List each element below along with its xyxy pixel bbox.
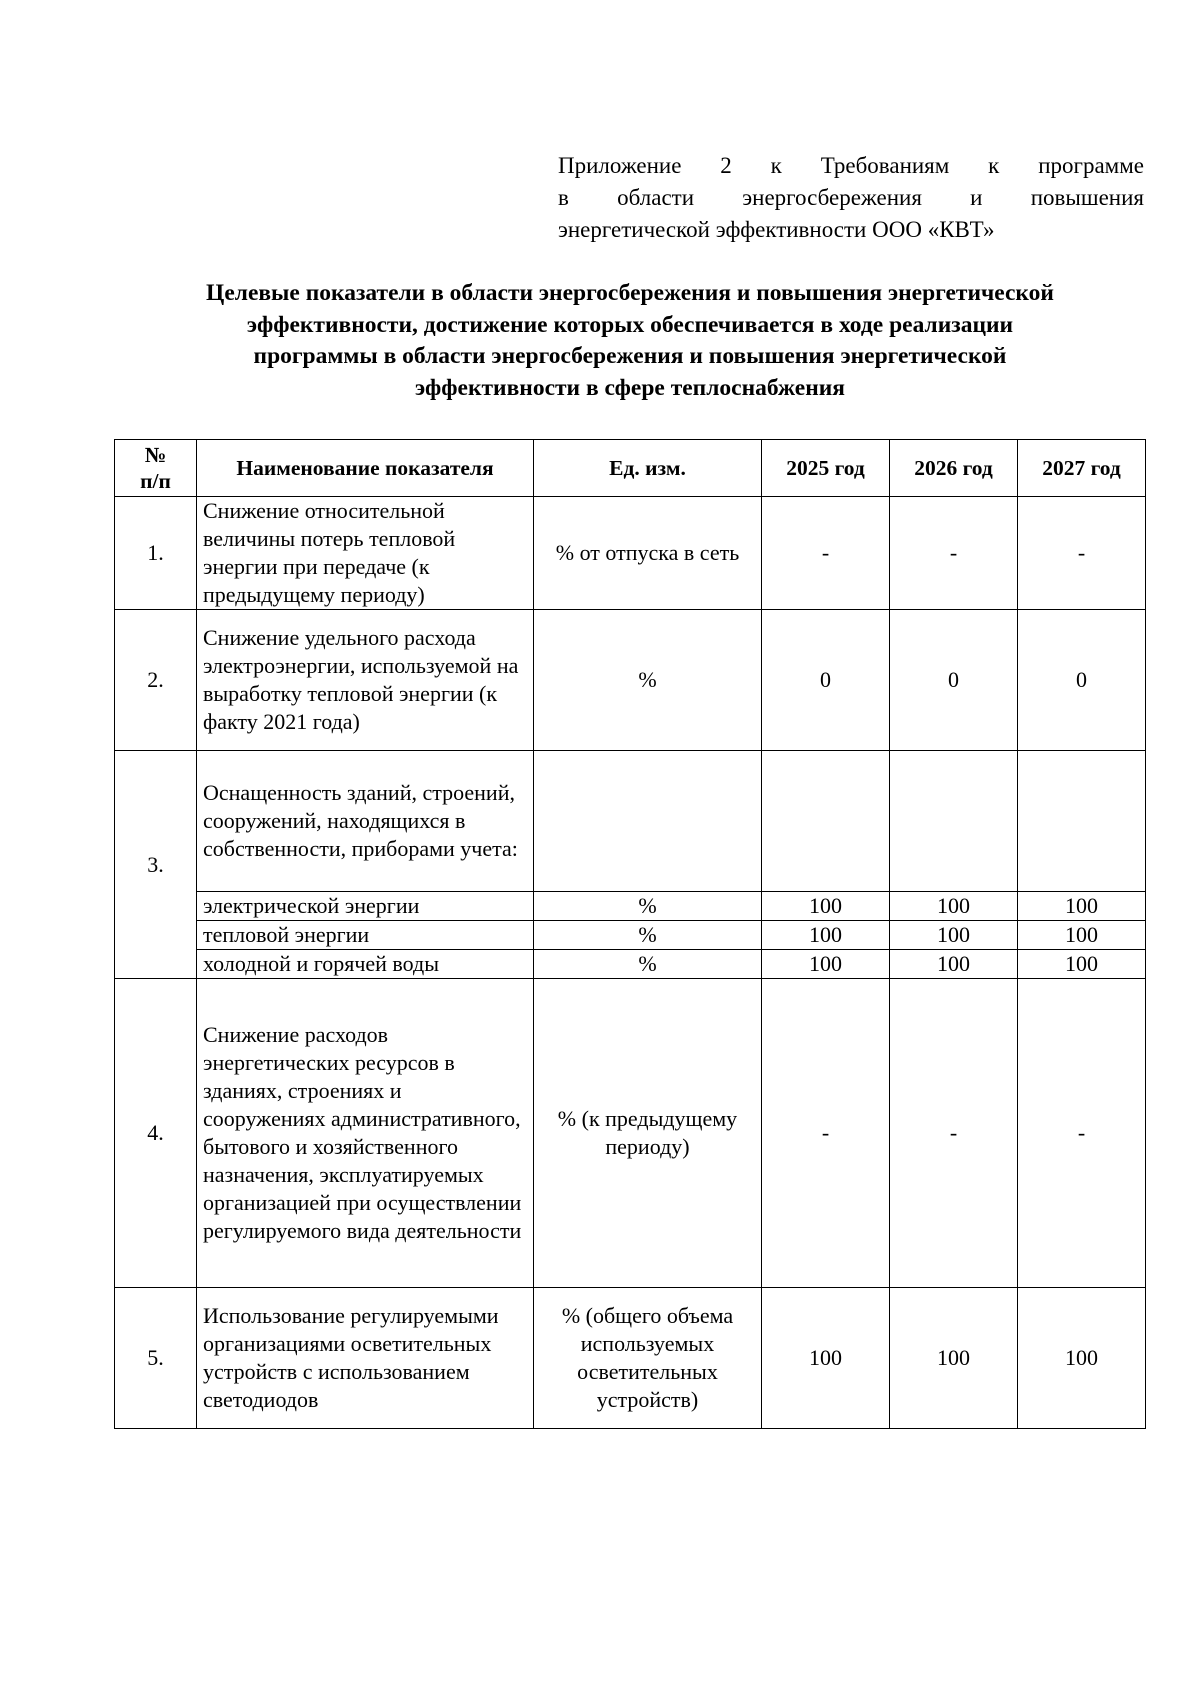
row-2026: - — [890, 979, 1018, 1288]
subrow-unit: % — [534, 950, 762, 979]
title-line-4: эффективности в сфере теплоснабжения — [415, 374, 845, 401]
table-row — [115, 497, 1146, 610]
subrow-2027: 100 — [1018, 892, 1146, 921]
subrow-2026: 100 — [890, 892, 1018, 921]
row-num: 3. — [115, 751, 197, 979]
table-subrow — [115, 921, 1146, 950]
subrow-2025: 100 — [762, 892, 890, 921]
header-num — [115, 440, 197, 497]
row-unit: % (общего объема используемых осветительных устройств) — [534, 1288, 762, 1429]
subrow-name: тепловой энергии — [197, 921, 534, 950]
table-row — [115, 1288, 1146, 1429]
table-row — [115, 610, 1146, 751]
row-name: Снижение расходов энергетических ресурсов в зданиях, строениях и сооружениях административного, бытового и хозяйственного назначения, эксплуатируемых организацией при осуществлении регулируемого вида деятельности — [197, 979, 534, 1288]
title-line-3: программы в области энергосбережения и повышения энергетической — [253, 343, 1007, 369]
row-2025: - — [762, 979, 890, 1288]
header-2027: 2027 год — [1018, 440, 1146, 497]
appendix-line-1: Приложение 2 к Требованиям к программе — [558, 153, 1144, 178]
table-header-row — [115, 440, 1146, 497]
subrow-2027: 100 — [1018, 921, 1146, 950]
row-name: Снижение относительной величины потерь тепловой энергии при передаче (к предыдущему периоду) — [197, 497, 534, 610]
title-line-1: Целевые показатели в области энергосбережения и повышения энергетической — [206, 280, 1054, 306]
row-2027: - — [1018, 497, 1146, 610]
row-2025: - — [762, 497, 890, 610]
row-num: 4. — [115, 979, 197, 1288]
row-2026 — [890, 751, 1018, 892]
row-2027: 0 — [1018, 610, 1146, 751]
header-num-line2: п/п — [140, 469, 171, 493]
appendix-note — [558, 150, 1144, 246]
table-row — [115, 979, 1146, 1288]
subrow-2027: 100 — [1018, 950, 1146, 979]
title-line-2: эффективности, достижение которых обеспечивается в ходе реализации — [246, 311, 1014, 338]
header-2026: 2026 год — [890, 440, 1018, 497]
row-2027 — [1018, 751, 1146, 892]
row-2025 — [762, 751, 890, 892]
subrow-name: холодной и горячей воды — [197, 950, 534, 979]
row-num: 1. — [115, 497, 197, 610]
appendix-line-2: в области энергосбережения и повышения — [558, 185, 1144, 210]
document-title — [100, 278, 1160, 404]
row-name: Снижение удельного расхода электроэнергии, используемой на выработку тепловой энергии (к факту 2021 года) — [197, 610, 534, 751]
subrow-unit: % — [534, 892, 762, 921]
header-2025: 2025 год — [762, 440, 890, 497]
header-name: Наименование показателя — [197, 440, 534, 497]
row-unit: % — [534, 610, 762, 751]
row-name: Оснащенность зданий, строений, сооружений, находящихся в собственности, приборами учета: — [197, 751, 534, 892]
indicators-table — [114, 439, 1146, 1429]
row-name: Использование регулируемыми организациями осветительных устройств с использованием светодиодов — [197, 1288, 534, 1429]
row-unit: % (к предыдущему периоду) — [534, 979, 762, 1288]
row-2026: 100 — [890, 1288, 1018, 1429]
table-row — [115, 751, 1146, 892]
row-2027: 100 — [1018, 1288, 1146, 1429]
subrow-name: электрической энергии — [197, 892, 534, 921]
table-subrow — [115, 950, 1146, 979]
row-2025: 0 — [762, 610, 890, 751]
header-num-line1: № — [144, 443, 167, 467]
row-unit: % от отпуска в сеть — [534, 497, 762, 610]
table-subrow — [115, 892, 1146, 921]
row-2027: - — [1018, 979, 1146, 1288]
row-2025: 100 — [762, 1288, 890, 1429]
subrow-2025: 100 — [762, 921, 890, 950]
header-unit: Ед. изм. — [534, 440, 762, 497]
subrow-2026: 100 — [890, 921, 1018, 950]
subrow-2026: 100 — [890, 950, 1018, 979]
row-num: 2. — [115, 610, 197, 751]
subrow-unit: % — [534, 921, 762, 950]
appendix-line-3: энергетической эффективности ООО «КВТ» — [558, 217, 995, 242]
subrow-2025: 100 — [762, 950, 890, 979]
row-unit — [534, 751, 762, 892]
row-2026: - — [890, 497, 1018, 610]
row-num: 5. — [115, 1288, 197, 1429]
row-2026: 0 — [890, 610, 1018, 751]
